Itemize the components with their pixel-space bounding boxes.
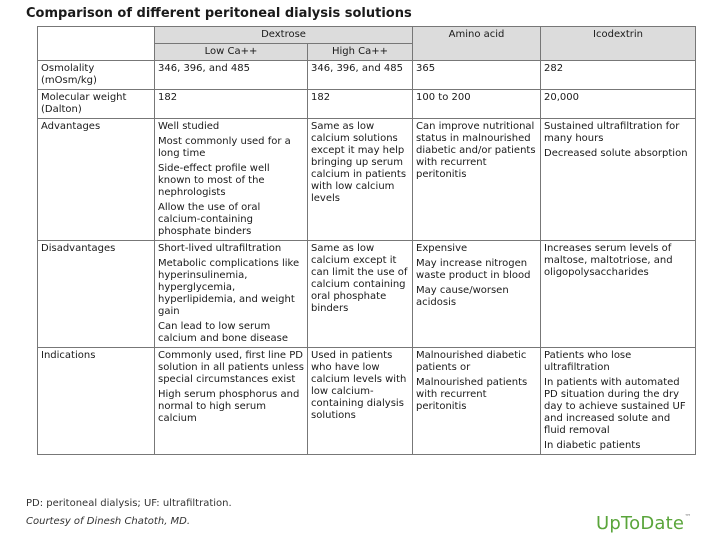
cell-item: May increase nitrogen waste product in blood	[416, 258, 531, 281]
row-label: Indications	[38, 348, 155, 455]
cell-item: In patients with automated PD situation during the dry day to achieve sustained UF and increased solute and fluid removal	[544, 377, 686, 436]
comparison-table	[37, 26, 696, 455]
cell-item: Increases serum levels of maltose, maltotriose, and oligopolysaccharides	[544, 243, 673, 278]
row-label: Molecular weight (Dalton)	[38, 90, 155, 119]
cell-low-ca	[155, 61, 308, 90]
cell-amino-acid	[413, 241, 541, 348]
cell-high-ca	[308, 119, 413, 241]
cell-icodextrin	[541, 61, 696, 90]
table-row	[38, 241, 696, 348]
cell-item: 182	[158, 92, 178, 103]
cell-high-ca	[308, 348, 413, 455]
cell-icodextrin	[541, 241, 696, 348]
header-amino-acid: Amino acid	[413, 27, 541, 61]
cell-item: 282	[544, 63, 564, 74]
cell-item: Well studied	[158, 121, 220, 132]
table-row	[38, 119, 696, 241]
cell-item: Can lead to low serum calcium and bone disease	[158, 321, 289, 344]
cell-item: Used in patients who have low calcium levels with low calcium-containing dialysis solutions	[311, 350, 407, 421]
cell-item: Malnourished patients with recurrent peritonitis	[416, 377, 528, 412]
cell-amino-acid	[413, 348, 541, 455]
table-row	[38, 61, 696, 90]
header-blank-cell	[38, 27, 155, 61]
header-row-1	[38, 27, 696, 44]
cell-amino-acid	[413, 119, 541, 241]
cell-item: May cause/worsen acidosis	[416, 285, 509, 308]
cell-item: Decreased solute absorption	[544, 148, 688, 159]
logo-text: UpToDate	[596, 513, 685, 534]
cell-high-ca	[308, 61, 413, 90]
cell-item: 346, 396, and 485	[158, 63, 250, 74]
cell-amino-acid	[413, 61, 541, 90]
cell-item: Most commonly used for a long time	[158, 136, 291, 159]
cell-amino-acid	[413, 90, 541, 119]
logo-trademark: ™	[684, 513, 692, 521]
cell-item: Short-lived ultrafiltration	[158, 243, 282, 254]
cell-item: High serum phosphorus and normal to high serum calcium	[158, 389, 300, 424]
cell-item: 182	[311, 92, 331, 103]
cell-low-ca	[155, 90, 308, 119]
table-row	[38, 348, 696, 455]
cell-item: 346, 396, and 485	[311, 63, 403, 74]
cell-item: Side-effect profile well known to most of the nephrologists	[158, 163, 270, 198]
cell-item: 100 to 200	[416, 92, 471, 103]
page-title: Comparison of different peritoneal dialysis solutions	[26, 6, 412, 21]
header-high-ca: High Ca++	[308, 44, 413, 61]
header-icodextrin: Icodextrin	[541, 27, 696, 61]
uptodate-logo	[596, 513, 691, 534]
cell-item: Same as low calcium except it can limit the use of calcium containing oral phosphate binders	[311, 243, 408, 314]
cell-item: Malnourished diabetic patients or	[416, 350, 527, 373]
row-label: Advantages	[38, 119, 155, 241]
courtesy-line: Courtesy of Dinesh Chatoth, MD.	[26, 516, 191, 527]
cell-item: Metabolic complications like hyperinsulinemia, hyperglycemia, hyperlipidemia, and weight gain	[158, 258, 300, 317]
cell-high-ca	[308, 241, 413, 348]
cell-icodextrin	[541, 119, 696, 241]
cell-high-ca	[308, 90, 413, 119]
header-low-ca: Low Ca++	[155, 44, 308, 61]
cell-item: 20,000	[544, 92, 580, 103]
cell-item: Patients who lose ultrafiltration	[544, 350, 632, 373]
footnote: PD: peritoneal dialysis; UF: ultrafiltration.	[26, 498, 232, 509]
cell-icodextrin	[541, 348, 696, 455]
cell-item: 365	[416, 63, 436, 74]
table-body	[38, 61, 696, 455]
cell-item: In diabetic patients	[544, 440, 641, 451]
row-label: Osmolality (mOsm/kg)	[38, 61, 155, 90]
cell-low-ca	[155, 348, 308, 455]
cell-item: Allow the use of oral calcium-containing phosphate binders	[158, 202, 261, 237]
header-dextrose: Dextrose	[155, 27, 413, 44]
cell-item: Commonly used, first line PD solution in all patients unless special circumstances exist	[158, 350, 304, 385]
cell-item: Same as low calcium solutions except it may help bringing up serum calcium in patients with low calcium levels	[311, 121, 407, 204]
cell-icodextrin	[541, 90, 696, 119]
cell-item: Expensive	[416, 243, 468, 254]
table-row	[38, 90, 696, 119]
cell-item: Sustained ultrafiltration for many hours	[544, 121, 680, 144]
cell-low-ca	[155, 119, 308, 241]
row-label: Disadvantages	[38, 241, 155, 348]
cell-item: Can improve nutritional status in malnourished diabetic and/or patients with recurrent peritonitis	[416, 121, 536, 180]
cell-low-ca	[155, 241, 308, 348]
